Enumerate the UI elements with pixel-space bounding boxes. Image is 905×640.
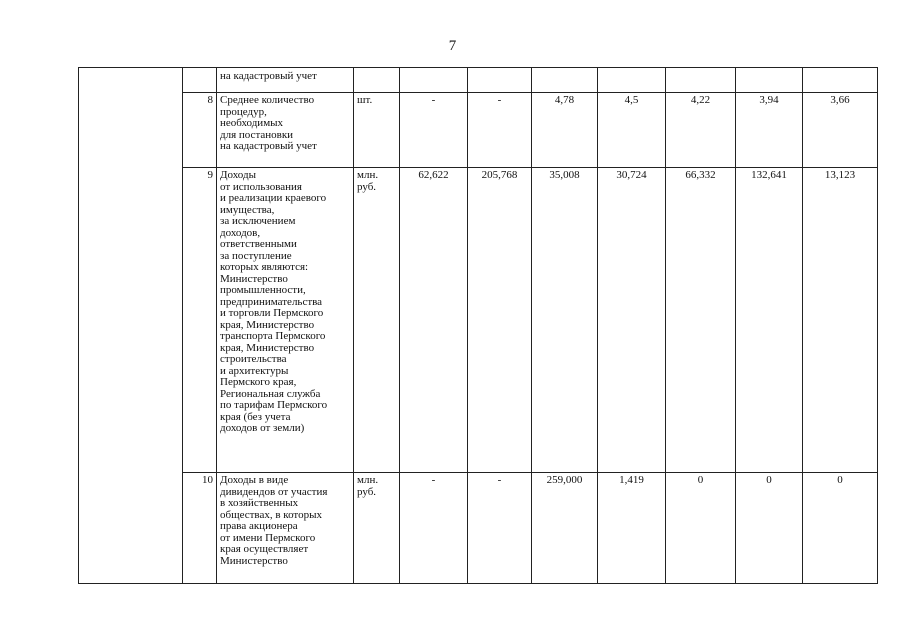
row-description: на кадастровый учет	[217, 68, 354, 93]
value-cell: 205,768	[468, 168, 532, 473]
value-cell: 4,78	[532, 93, 598, 168]
value-cell	[666, 68, 736, 93]
value-cell: 3,66	[803, 93, 878, 168]
value-cell: 1,419	[598, 473, 666, 584]
value-cell: 0	[803, 473, 878, 584]
indicators-table	[78, 67, 878, 584]
value-cell: 0	[736, 473, 803, 584]
table-row	[79, 93, 878, 168]
row-description: Доходы от использования и реализации краевого имущества, за исключением доходов, ответственными за поступление которых являются: Министерство промышленности, предпринимательства и торговли Пермского края, Министерство транспорта Пермского края, Министерство строительства и архитектуры Пермского края, Региональная служба по тарифам Пермского края (без учета доходов от земли)	[217, 168, 354, 473]
blank-cell	[79, 68, 183, 584]
table-row	[79, 68, 878, 93]
value-cell: 35,008	[532, 168, 598, 473]
value-cell: -	[468, 473, 532, 584]
table-row	[79, 473, 878, 584]
value-cell	[532, 68, 598, 93]
row-number: 8	[183, 93, 217, 168]
value-cell: 0	[666, 473, 736, 584]
row-unit: млн. руб.	[354, 168, 400, 473]
row-number: 10	[183, 473, 217, 584]
value-cell: 132,641	[736, 168, 803, 473]
value-cell: 66,332	[666, 168, 736, 473]
value-cell: 259,000	[532, 473, 598, 584]
value-cell	[736, 68, 803, 93]
row-unit	[354, 68, 400, 93]
value-cell: 30,724	[598, 168, 666, 473]
value-cell: 62,622	[400, 168, 468, 473]
row-number	[183, 68, 217, 93]
row-description: Среднее количество процедур, необходимых для постановки на кадастровый учет	[217, 93, 354, 168]
value-cell: 13,123	[803, 168, 878, 473]
value-cell: -	[400, 473, 468, 584]
value-cell	[598, 68, 666, 93]
value-cell	[400, 68, 468, 93]
value-cell: 4,5	[598, 93, 666, 168]
value-cell: 3,94	[736, 93, 803, 168]
row-description: Доходы в виде дивидендов от участия в хозяйственных обществах, в которых права акционера от имени Пермского края осуществляет Министерство	[217, 473, 354, 584]
row-number: 9	[183, 168, 217, 473]
row-unit: шт.	[354, 93, 400, 168]
value-cell: 4,22	[666, 93, 736, 168]
value-cell: -	[400, 93, 468, 168]
table-row	[79, 168, 878, 473]
row-unit: млн. руб.	[354, 473, 400, 584]
value-cell	[468, 68, 532, 93]
page-number: 7	[448, 38, 457, 54]
value-cell: -	[468, 93, 532, 168]
value-cell	[803, 68, 878, 93]
